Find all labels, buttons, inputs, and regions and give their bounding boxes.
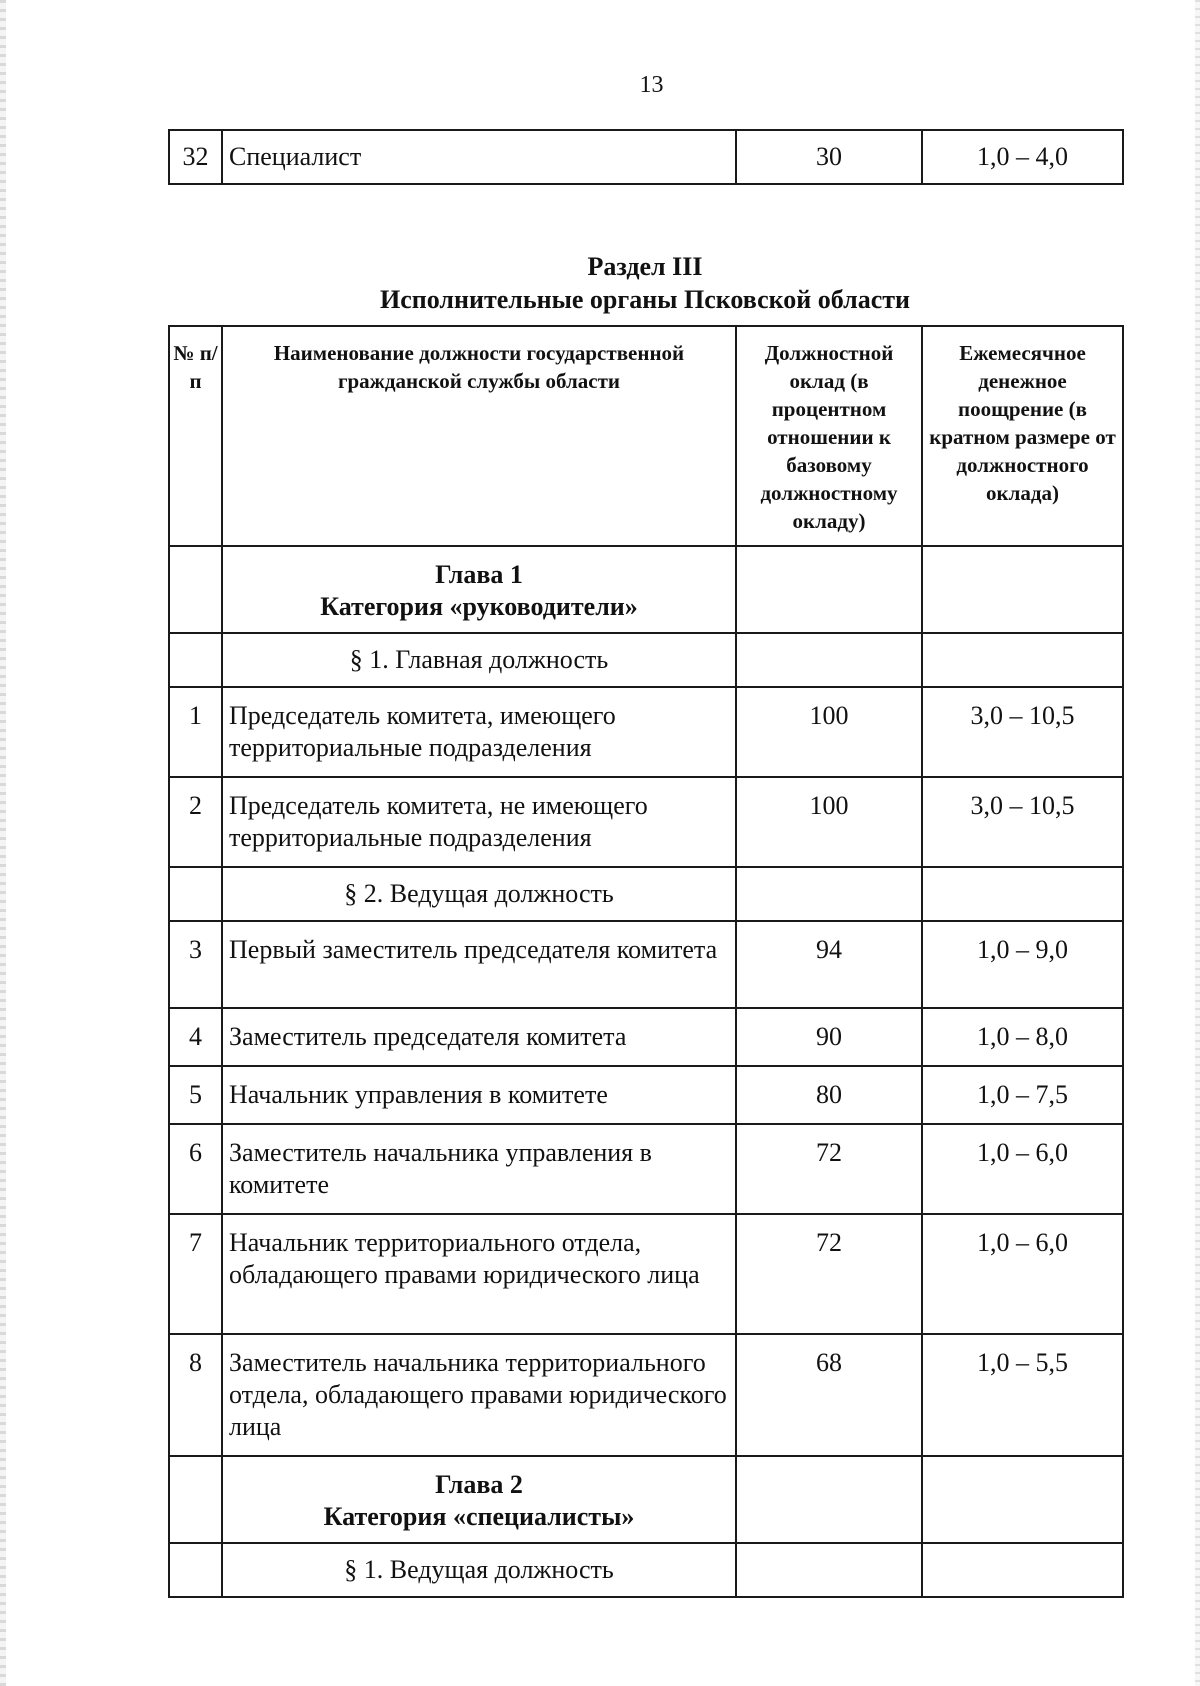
chapter-row xyxy=(169,1456,1123,1543)
salary-value: 72 xyxy=(736,1214,922,1334)
chapter-row xyxy=(169,546,1123,633)
bonus-value: 3,0 – 10,5 xyxy=(922,777,1123,867)
chapter-heading xyxy=(222,546,736,633)
empty-cell xyxy=(736,633,922,687)
paragraph-row xyxy=(169,867,1123,921)
paragraph-title: § 1. Главная должность xyxy=(222,633,736,687)
header-bonus: Ежемесячное денежное поощрение (в кратном размере от должностного оклада) xyxy=(922,326,1123,546)
positions-table xyxy=(168,325,1124,1598)
row-number: 6 xyxy=(169,1124,222,1214)
table-row xyxy=(169,1066,1123,1124)
paragraph-row xyxy=(169,1543,1123,1597)
empty-cell xyxy=(169,867,222,921)
table-header-row xyxy=(169,326,1123,546)
position-name: Заместитель начальника управления в комитете xyxy=(222,1124,736,1214)
table-row xyxy=(169,921,1123,1008)
position-name: Председатель комитета, не имеющего территориальные подразделения xyxy=(222,777,736,867)
empty-cell xyxy=(736,1543,922,1597)
empty-cell xyxy=(922,1543,1123,1597)
salary-value: 72 xyxy=(736,1124,922,1214)
empty-cell xyxy=(169,546,222,633)
chapter-title: Глава 2 xyxy=(435,1470,523,1499)
header-position-name: Наименование должности государственной гражданской службы области xyxy=(222,326,736,546)
row-number: 32 xyxy=(169,130,222,184)
row-number: 5 xyxy=(169,1066,222,1124)
empty-cell xyxy=(736,546,922,633)
table-row xyxy=(169,1124,1123,1214)
row-number: 1 xyxy=(169,687,222,777)
paragraph-title: § 2. Ведущая должность xyxy=(222,867,736,921)
chapter-category: Категория «руководители» xyxy=(320,592,638,621)
table-row xyxy=(169,777,1123,867)
position-name: Специалист xyxy=(222,130,736,184)
salary-value: 90 xyxy=(736,1008,922,1066)
bonus-value: 1,0 – 9,0 xyxy=(922,921,1123,1008)
paragraph-row xyxy=(169,633,1123,687)
header-number: № п/п xyxy=(169,326,222,546)
position-name: Начальник территориального отдела, обладающего правами юридического лица xyxy=(222,1214,736,1334)
empty-cell xyxy=(922,1456,1123,1543)
empty-cell xyxy=(169,633,222,687)
row-number: 4 xyxy=(169,1008,222,1066)
paragraph-title: § 1. Ведущая должность xyxy=(222,1543,736,1597)
continued-table xyxy=(168,129,1124,185)
salary-value: 68 xyxy=(736,1334,922,1456)
empty-cell xyxy=(736,867,922,921)
position-name: Заместитель начальника территориального отдела, обладающего правами юридического лица xyxy=(222,1334,736,1456)
table-row xyxy=(169,130,1123,184)
position-name: Первый заместитель председателя комитета xyxy=(222,921,736,1008)
salary-value: 100 xyxy=(736,687,922,777)
row-number: 2 xyxy=(169,777,222,867)
table-row xyxy=(169,1214,1123,1334)
salary-value: 94 xyxy=(736,921,922,1008)
table-row xyxy=(169,1008,1123,1066)
bonus-value: 1,0 – 6,0 xyxy=(922,1214,1123,1334)
bonus-value: 1,0 – 6,0 xyxy=(922,1124,1123,1214)
header-salary: Должностной оклад (в процентном отношении к базовому должностному окладу) xyxy=(736,326,922,546)
row-number: 8 xyxy=(169,1334,222,1456)
bonus-value: 1,0 – 8,0 xyxy=(922,1008,1123,1066)
empty-cell xyxy=(922,867,1123,921)
salary-value: 80 xyxy=(736,1066,922,1124)
bonus-value: 1,0 – 7,5 xyxy=(922,1066,1123,1124)
table-row xyxy=(169,1334,1123,1456)
position-name: Начальник управления в комитете xyxy=(222,1066,736,1124)
salary-value: 100 xyxy=(736,777,922,867)
row-number: 7 xyxy=(169,1214,222,1334)
chapter-category: Категория «специалисты» xyxy=(323,1502,635,1531)
page-number: 13 xyxy=(639,72,664,98)
salary-value: 30 xyxy=(736,130,922,184)
bonus-value: 3,0 – 10,5 xyxy=(922,687,1123,777)
empty-cell xyxy=(169,1456,222,1543)
chapter-title: Глава 1 xyxy=(435,560,523,589)
section-label: Раздел III xyxy=(587,252,703,281)
bonus-value: 1,0 – 4,0 xyxy=(922,130,1123,184)
empty-cell xyxy=(922,633,1123,687)
row-number: 3 xyxy=(169,921,222,1008)
bonus-value: 1,0 – 5,5 xyxy=(922,1334,1123,1456)
table-row xyxy=(169,687,1123,777)
position-name: Заместитель председателя комитета xyxy=(222,1008,736,1066)
chapter-heading xyxy=(222,1456,736,1543)
empty-cell xyxy=(169,1543,222,1597)
section-subtitle: Исполнительные органы Псковской области xyxy=(380,285,910,314)
empty-cell xyxy=(922,546,1123,633)
empty-cell xyxy=(736,1456,922,1543)
position-name: Председатель комитета, имеющего территориальные подразделения xyxy=(222,687,736,777)
